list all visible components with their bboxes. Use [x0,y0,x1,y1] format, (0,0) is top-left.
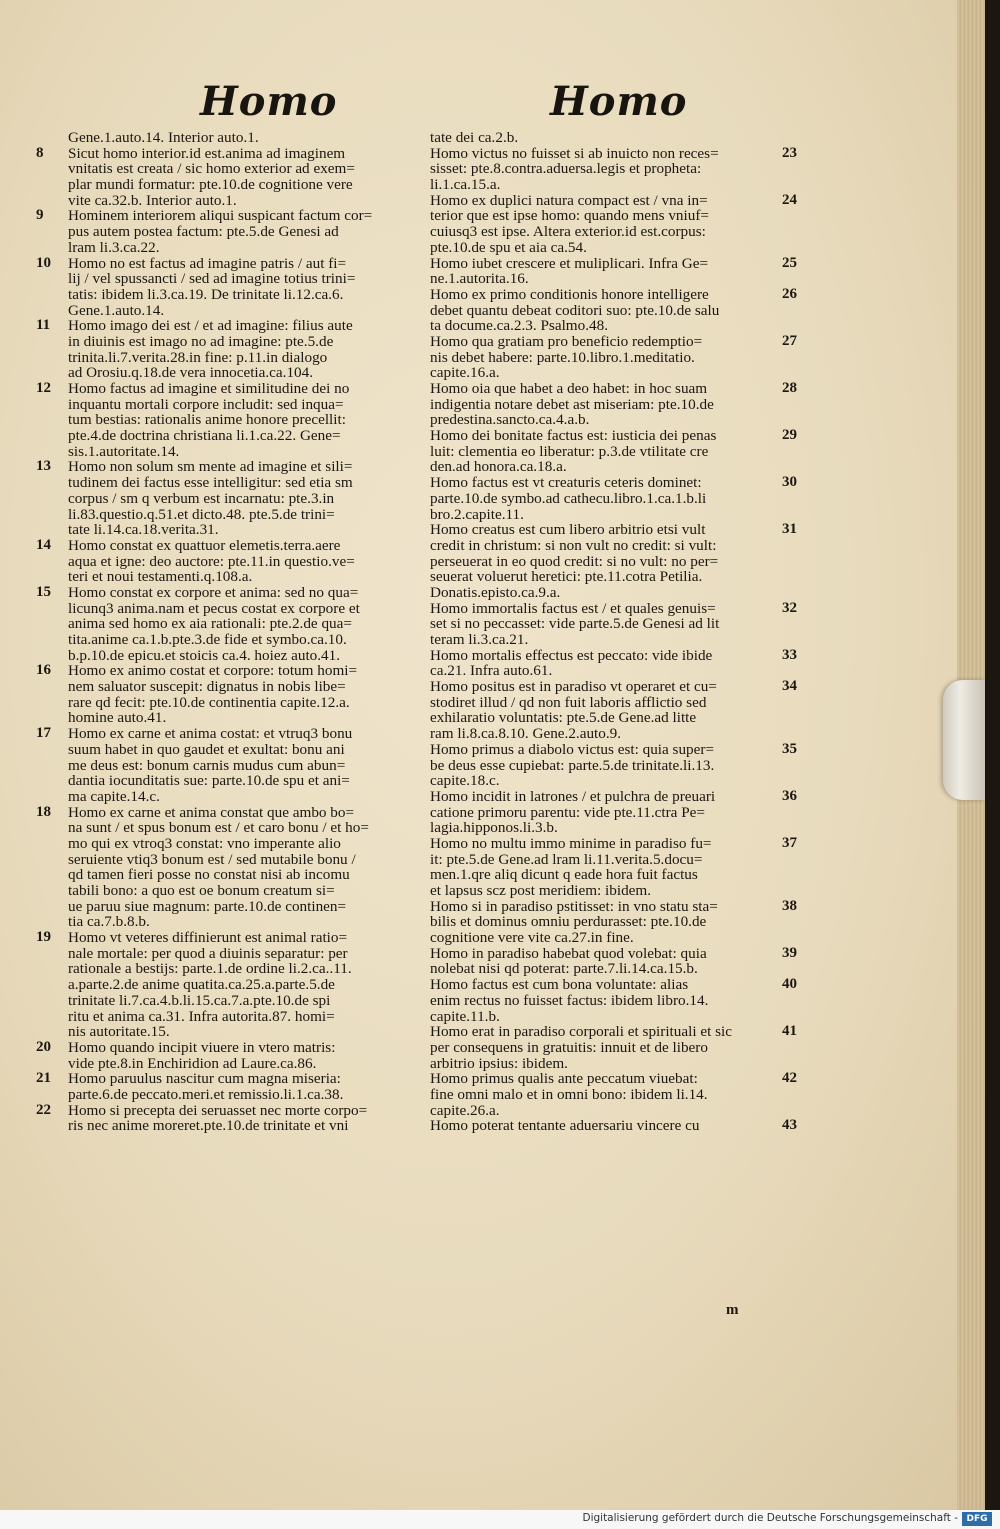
entry-line: lagia.hipponos.li.3.b. [430,819,558,837]
entry-line: Homo erat in paradiso corporali et spirituali et sic [430,1023,732,1041]
entry-line: Homo incidit in latrones / et pulchra de preuari [430,787,716,805]
entry-line: per consequens in gratuitis: innuit et de libero [430,1038,708,1056]
entry-line: plar mundi formatur: pte.10.de cognitione vere [68,176,353,194]
entry [430,130,770,146]
entry-number: 28 [782,380,797,396]
entry [36,380,410,460]
entry-number: 10 [36,254,51,271]
entry-number: 22 [36,1101,51,1118]
entry-line: Homo qua gratiam pro beneficio redemptio= [430,332,703,350]
entry-line: rationale a bestijs: parte.1.de ordine li.2.ca..11. [68,960,352,978]
entry-line: Homo vt veteres diffinierunt est animal ratio= [68,929,348,947]
entry [36,458,410,539]
entry-line: it: pte.5.de Gene.ad lram li.11.verita.5.docu= [430,850,703,868]
entry-line: a.parte.2.de anime quatita.ca.25.a.parte.5.de [68,976,335,994]
entry-line: nis debet habere: parte.10.libro.1.meditatio. [430,348,695,366]
entry [68,130,410,146]
entry [430,427,797,476]
entry-line: tate li.14.ca.18.verita.31. [68,521,219,539]
entry-line: Homo oia que habet a deo habet: in hoc suam [430,380,708,397]
entry [430,474,797,523]
entry-line: Homo iubet crescere et muliplicari. Infra Ge= [430,254,709,272]
signature-mark: m [726,1302,739,1318]
entry-line: mo qui ex vtroq3 constat: vno imperante alio [68,834,341,852]
entry-number: 26 [782,285,797,302]
entry-line: ad Orosiu.q.18.de vera innocetia.ca.104. [68,364,314,382]
entry-line: trinitate li.7.ca.4.b.li.15.ca.7.a.pte.10.de spi [68,991,331,1009]
entry-line: suum habet in quo gaudet et exultat: bonu ani [68,740,345,758]
entry [430,678,797,743]
running-header-left: Homo [200,78,338,125]
entry-line: Gene.1.auto.14. Interior auto.1. [68,129,259,146]
footer-credit: Digitalisierung gefördert durch die Deutsche Forschungsgemeinschaft - [582,1512,958,1524]
entry-line: anima sed homo ex aia rationali: pte.2.de qua= [68,615,352,633]
entry-line: ma capite.14.c. [68,787,160,805]
entry [430,897,797,947]
entry-line: Homo victus no fuisset si ab inuicto non reces= [430,144,719,162]
entry-line: trinita.li.7.verita.28.in fine: p.11.in dialogo [68,348,328,366]
entry-number: 31 [782,521,797,538]
entry-line: Homo constat ex quattuor elemetis.terra.aere [68,536,341,554]
entry-line: cuiusq3 est ipse. Altera exterior.id est.corpus: [430,223,706,241]
entry-line: ne.1.autorita.16. [430,270,529,288]
entry-number: 39 [782,944,797,961]
entry-line: Homo no multu immo minime in paradiso fu= [430,834,712,852]
page-clip [943,680,985,800]
entry-line: Hominem interiorem aliqui suspicant factum cor= [68,207,373,225]
entry-line: debet quantu debeat coditori suo: pte.10.de salu [430,301,720,319]
entry [430,944,797,978]
entry-line: lij / vel spussancti / sed ad imagine totius trini= [68,270,356,288]
entry-line: Homo factus est cum bona voluntate: alias [430,976,689,994]
entry-line: ris nec anime moreret.pte.10.de trinitate et vni [68,1117,349,1135]
entry-line: nem saluator suscepit: dignatus in nobis libe= [68,678,346,696]
entry-line: enim rectus no fuisset factus: ibidem libro.14. [430,991,709,1009]
entry-number: 16 [36,662,51,679]
entry-number: 34 [782,678,797,695]
entry [36,536,410,586]
entry [430,254,797,288]
entry [36,207,410,256]
entry-number: 19 [36,929,51,946]
entry-line: Homo ex carne et anima constat que ambo bo= [68,803,355,821]
entry-line: Homo ex carne et anima costat: et vtruq3 bonu [68,725,353,743]
entry-line: pte.4.de doctrina christiana li.1.ca.22. Gene= [68,427,341,445]
entry [430,144,797,194]
running-header-right: Homo [550,78,688,125]
entry [430,521,797,601]
entry-line: Homo poterat tentante aduersariu vincere cu [430,1117,700,1135]
entry-line: Gene.1.auto.14. [68,301,165,319]
entry-number: 33 [782,646,797,663]
entry-line: Homo ex primo conditionis honore intelligere [430,285,709,303]
entry-line: bro.2.capite.11. [430,505,524,523]
entry-number: 14 [36,536,51,553]
entry-number: 12 [36,380,51,396]
entry [430,380,797,429]
entry-line: Homo constat ex corpore et anima: sed no qua= [68,583,359,601]
entry [36,1101,410,1135]
entry-line: aqua et igne: deo auctore: pte.11.in questio.ve= [68,552,355,570]
entry [36,803,410,931]
entry [430,740,797,790]
entry-line: Homo ex duplici natura compact est / vna in= [430,191,708,209]
entry-line: vide pte.8.in Enchiridion ad Laure.ca.86. [68,1054,317,1072]
entry-line: ritu et anima ca.31. Infra autorita.87. homi= [68,1007,335,1025]
entry-number: 17 [36,725,51,742]
entry-number: 32 [782,599,797,616]
entry [430,332,797,382]
entry-line: Homo mortalis effectus est peccato: vide ibide [430,646,713,664]
entry-line: inquantu mortali corpore includit: sed inqua= [68,395,344,413]
entry-line: pte.10.de spu et aia ca.54. [430,238,587,256]
entry-line: men.1.qre aliq dicunt q eade hora fuit factus [430,866,698,884]
entry-number: 43 [782,1117,797,1134]
entry-line: terior que est ipse homo: quando mens vniuf= [430,207,709,225]
entry-line: ca.21. Infra auto.61. [430,662,553,680]
entry [430,787,797,837]
entry-line: qd tamen fieri posse no constat nisi ab incomu [68,866,350,884]
entry-line: sis.1.autoritate.14. [68,442,180,460]
entry-number: 41 [782,1023,797,1040]
entry-line: tita.anime ca.1.b.pte.3.de fide et symbo.ca.10. [68,631,347,648]
entry-line: lram li.3.ca.22. [68,238,160,256]
entry [36,583,410,664]
entry-line: vite ca.32.b. Interior auto.1. [68,191,237,209]
entry-line: parte.6.de peccato.meri.et remissio.li.1.ca.38. [68,1085,344,1103]
entry-line: Homo factus est vt creaturis ceteris dominet: [430,474,702,492]
entry-line: Homo ex animo costat et corpore: totum homi= [68,662,358,680]
entry-line: sisset: pte.8.contra.aduersa.legis et propheta: [430,160,702,178]
right-text-column [430,129,797,1135]
entry-line: nale mortale: per quod a diuinis separatur: per [68,944,348,962]
entry-line: homine auto.41. [68,709,167,727]
entry-line: capite.16.a. [430,364,500,382]
entry-line: tum bestias: rationalis anime honore precellit: [68,411,346,429]
dfg-logo: DFG [962,1512,992,1526]
entry [430,599,797,648]
entry [430,1070,797,1119]
entry-number: 21 [36,1070,51,1087]
entry [36,1038,410,1072]
entry-number: 29 [782,427,797,444]
entry-line: Homo non solum sm mente ad imagine et sili= [68,458,353,476]
entry-number: 25 [782,254,797,271]
entry-line: teram li.3.ca.21. [430,631,529,648]
entry-line: rare qd fecit: pte.10.de continentia capite.12.a. [68,693,350,711]
entry-line: nis autoritate.15. [68,1023,170,1041]
entry-line: pus autem postea factum: pte.5.de Genesi ad [68,223,339,241]
entry [430,1117,797,1135]
entry-line: Homo creatus est cum libero arbitrio etsi vult [430,521,706,539]
entry-line: arbitrio ipsius: ibidem. [430,1054,568,1072]
entry [430,976,797,1025]
entry-line: tabili bono: a quo est oe bonum creatum si= [68,882,335,899]
entry-line: seuerat voluerut heretici: pte.11.cotra Petilia. [430,568,703,586]
entry-line: parte.10.de symbo.ad cathecu.libro.1.ca.1.b.li [430,489,707,507]
entry-number: 15 [36,583,51,600]
entry-number: 35 [782,740,797,757]
entry-line: tate dei ca.2.b. [430,129,519,146]
entry-line: catione primoru parentu: vide pte.11.ctra Pe= [430,803,705,821]
entry [36,317,410,382]
entry-line: nolebat nisi qd poterat: parte.7.li.14.ca.15.b. [430,960,698,978]
entry-line: Homo in paradiso habebat quod volebat: quia [430,944,707,962]
entry-line: seruiente vtiq3 bonum est / sed mutabile bonu / [68,850,356,868]
entry-line: be deus esse cupiebat: parte.5.de trinitate.li.13. [430,756,715,774]
entry-line: li.1.ca.15.a. [430,176,501,194]
entry [430,834,797,899]
entry-line: Homo primus qualis ante peccatum viuebat: [430,1070,698,1088]
entry [430,285,797,335]
entry-number: 37 [782,834,797,851]
entry-line: Homo si precepta dei seruasset nec morte corpo= [68,1101,368,1119]
entry-number: 20 [36,1038,51,1055]
entry-line: licunq3 anima.nam et pecus costat ex corpore et [68,599,360,617]
entry-line: Homo imago dei est / et ad imagine: filius aute [68,317,353,335]
entry-line: Homo quando incipit viuere in vtero matris: [68,1038,336,1056]
entry [430,1023,797,1072]
entry [36,929,410,1041]
entry-line: capite.18.c. [430,772,500,790]
entry-line: in diuinis est imago no ad imagine: pte.5.de [68,332,334,350]
entry-line: den.ad honora.ca.18.a. [430,458,567,476]
entry-number: 8 [36,144,44,161]
entry-line: ta docume.ca.2.3. Psalmo.48. [430,317,608,335]
entry [36,1070,410,1103]
entry-line: capite.26.a. [430,1101,500,1119]
entry-line: me deus est: bonum carnis mudus cum abun= [68,756,346,774]
entry-line: Homo si in paradiso pstitisset: in vno statu sta= [430,897,718,915]
entry-line: indigentia notare debet ast miseriam: pte.10.de [430,395,714,413]
entry [36,254,410,319]
entry-number: 24 [782,191,797,208]
entry-line: Homo factus ad imagine et similitudine dei no [68,380,350,397]
entry-line: exhilaratio voluntatis: pte.5.de Gene.ad litte [430,709,697,727]
entry-line: predestina.sancto.ca.4.a.b. [430,411,590,429]
entry-line: et lapsus scz post meridiem: ibidem. [430,882,652,899]
entry-line: dantia iocunditatis sue: parte.10.de spu et ani= [68,772,350,790]
entry-number: 42 [782,1070,797,1087]
entry [430,191,797,256]
entry-line: corpus / sm q verbum est incarnatu: pte.3.in [68,489,335,507]
entry-line: fine omni malo et in omni bono: ibidem li.14. [430,1085,708,1103]
entry-line: li.83.questio.q.51.et dicto.48. pte.5.de trini= [68,505,335,523]
entry-line: na sunt / et spus bonum est / et caro bonu / et ho= [68,819,369,837]
entry-line: Homo positus est in paradiso vt operaret et cu= [430,678,717,696]
entry-line: tia ca.7.b.8.b. [68,913,150,931]
entry-line: set si no peccasset: vide parte.5.de Genesi ad lit [430,615,720,633]
entry-line: perseuerat in eo quod credit: si no vult: no per= [430,552,719,570]
entry-line: ue paruu siue magnum: parte.10.de continen= [68,897,347,915]
entry-number: 38 [782,897,797,914]
entry-line: Homo primus a diabolo victus est: quia super= [430,740,715,758]
entry-line: tatis: ibidem li.3.ca.19. De trinitate li.12.ca.6. [68,285,344,303]
entry-line: Homo immortalis factus est / et quales genuis= [430,599,716,617]
entry-line: Homo dei bonitate factus est: iusticia dei penas [430,427,717,445]
entry-line: credit in christum: si non vult no credit: si vult: [430,536,717,554]
entry [430,646,797,680]
entry-number: 40 [782,976,797,993]
entry-line: cognitione vere vite ca.27.in fine. [430,929,634,947]
entry-number: 9 [36,207,44,224]
entry-number: 13 [36,458,51,475]
entry-number: 30 [782,474,797,491]
entry-number: 11 [36,317,51,334]
entry-line: Homo no est factus ad imagine patris / aut fi= [68,254,347,272]
entry-line: capite.11.b. [430,1007,500,1025]
entry [36,662,410,727]
entry-line: stodiret illud / qd non fuit laboris afflictio sed [430,693,707,711]
entry-number: 36 [782,787,797,804]
entry-number: 18 [36,803,51,820]
entry-line: teri et noui testamenti.q.108.a. [68,568,253,586]
entry-line: bilis et dominus omniu perdurasset: pte.10.de [430,913,707,931]
entry-line: tudinem dei factus esse intelligitur: sed etia sm [68,474,353,492]
entry [36,144,410,209]
footer-bar [0,1510,1000,1529]
entry-line: Donatis.episto.ca.9.a. [430,583,561,601]
entry-number: 23 [782,144,797,161]
entry-line: Homo paruulus nascitur cum magna miseria: [68,1070,341,1088]
entry [36,725,410,805]
left-text-column [36,129,410,1135]
entry-line: b.p.10.de epicu.et stoicis ca.4. hoiez auto.41. [68,646,341,664]
entry-line: vnitatis est creata / sic homo exterior ad exem= [68,160,355,178]
entry-number: 27 [782,332,797,349]
entry-line: ram li.8.ca.8.10. Gene.2.auto.9. [430,725,622,743]
entry-line: Sicut homo interior.id est.anima ad imaginem [68,144,346,162]
entry-line: luit: clementia eo liberatur: p.3.de vtilitate cre [430,442,709,460]
